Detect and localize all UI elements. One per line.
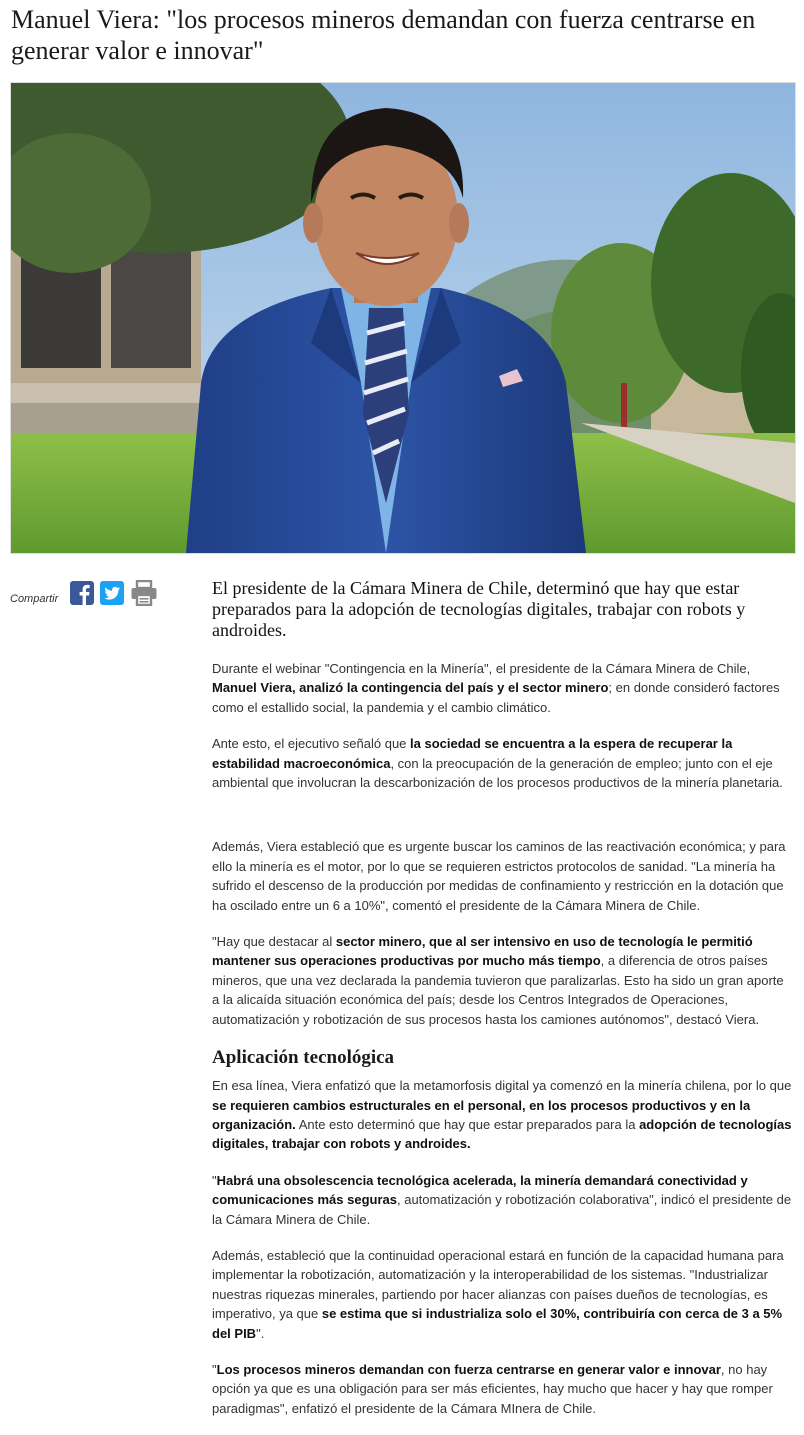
paragraph-3: Además, Viera estableció que es urgente buscar los caminos de las reactivación económica; y para ello la minería es el motor, por lo que se requieren estrictos protocolos de sanidad. "La minería ha sufrido el descenso de la producción por medidas de confinamiento y restricción en la dotación que ha oscilado entre un 6 a 10%", comentó el presidente de la Cámara Minera de Chile. bbox=[212, 839, 786, 913]
article-title: Manuel Viera: "los procesos mineros demandan con fuerza centrarse en generar valor e innovar" bbox=[11, 5, 756, 65]
facebook-icon[interactable] bbox=[70, 581, 94, 605]
paragraph-7: Además, estableció que la continuidad operacional estará en función de la capacidad humana para implementar la robotización, automatización y la interoperabilidad de los sistemas. "Industrializar nuestras riquezas minerales, partiendo por hacer alianzas con países dueños de tecnologías, es imperativo, ya que se estima que si industrializa solo el 30%, contribuiría con cerca de 3 a 5% del PIB". bbox=[212, 1247, 784, 1341]
article-lead: El presidente de la Cámara Minera de Chile, determinó que hay que estar preparados para la adopción de tecnologías digitales, trabajar con robots y androides. bbox=[212, 578, 746, 640]
section-heading: Aplicación tecnológica bbox=[212, 1047, 395, 1069]
print-icon[interactable] bbox=[130, 580, 158, 606]
share-label: Compartir bbox=[10, 593, 59, 605]
spacer bbox=[212, 809, 792, 837]
paragraph-4: "Hay que destacar al sector minero, que al ser intensivo en uso de tecnología le permitió mantener sus operaciones productivas por mucho más tiempo, a diferencia de otros países mineros, que una vez declarada la pandemia tuvieron que paralizarlas. Esto ha sido un gran aporte a la alicaída situación económica del país; desde los Centros Integrados de Operaciones, automatización y robotización de sus procesos hasta los camiones autónomos", destacó Viera. bbox=[212, 934, 784, 1027]
paragraph-5: En esa línea, Viera enfatizó que la metamorfosis digital ya comenzó en la minería chilena, por lo que se requieren cambios estructurales en el personal, en los procesos productivos y en la organización. Ante esto determinó que hay que estar preparados para la adopción de tecnologías digitales, trabajar con robots y androides. bbox=[212, 1078, 792, 1152]
paragraph-2: Ante esto, el ejecutivo señaló que la sociedad se encuentra a la espera de recuperar la estabilidad macroeconómica, con la preocupación de la generación de empleo; junto con el eje ambiental que involucran la descarbonización de los procesos productivos de la minería planetaria. bbox=[212, 736, 783, 791]
paragraph-1: Durante el webinar "Contingencia en la Minería", el presidente de la Cámara Minera de Chile, Manuel Viera, analizó la contingencia del país y el sector minero; en donde consideró factores como el estallido social, la pandemia y el cambio climático. bbox=[212, 661, 780, 715]
twitter-icon[interactable] bbox=[100, 581, 124, 605]
paragraph-6: "Habrá una obsolescencia tecnológica acelerada, la minería demandará conectividad y comunicaciones más seguras, automatización y robotización colaborativa", indicó el presidente de la Cámara Minera de Chile. bbox=[212, 1172, 792, 1227]
share-bar bbox=[10, 578, 158, 608]
paragraph-8: "Los procesos mineros demandan con fuerza centrarse en generar valor e innovar, no hay opción ya que es una obligación para ser más eficientes, hay mucho que hacer y hay que romper paradigmas", enfatizó el presidente de la Cámara MInera de Chile. bbox=[212, 1361, 773, 1416]
article-body bbox=[212, 578, 792, 1435]
hero-photo bbox=[10, 82, 796, 554]
